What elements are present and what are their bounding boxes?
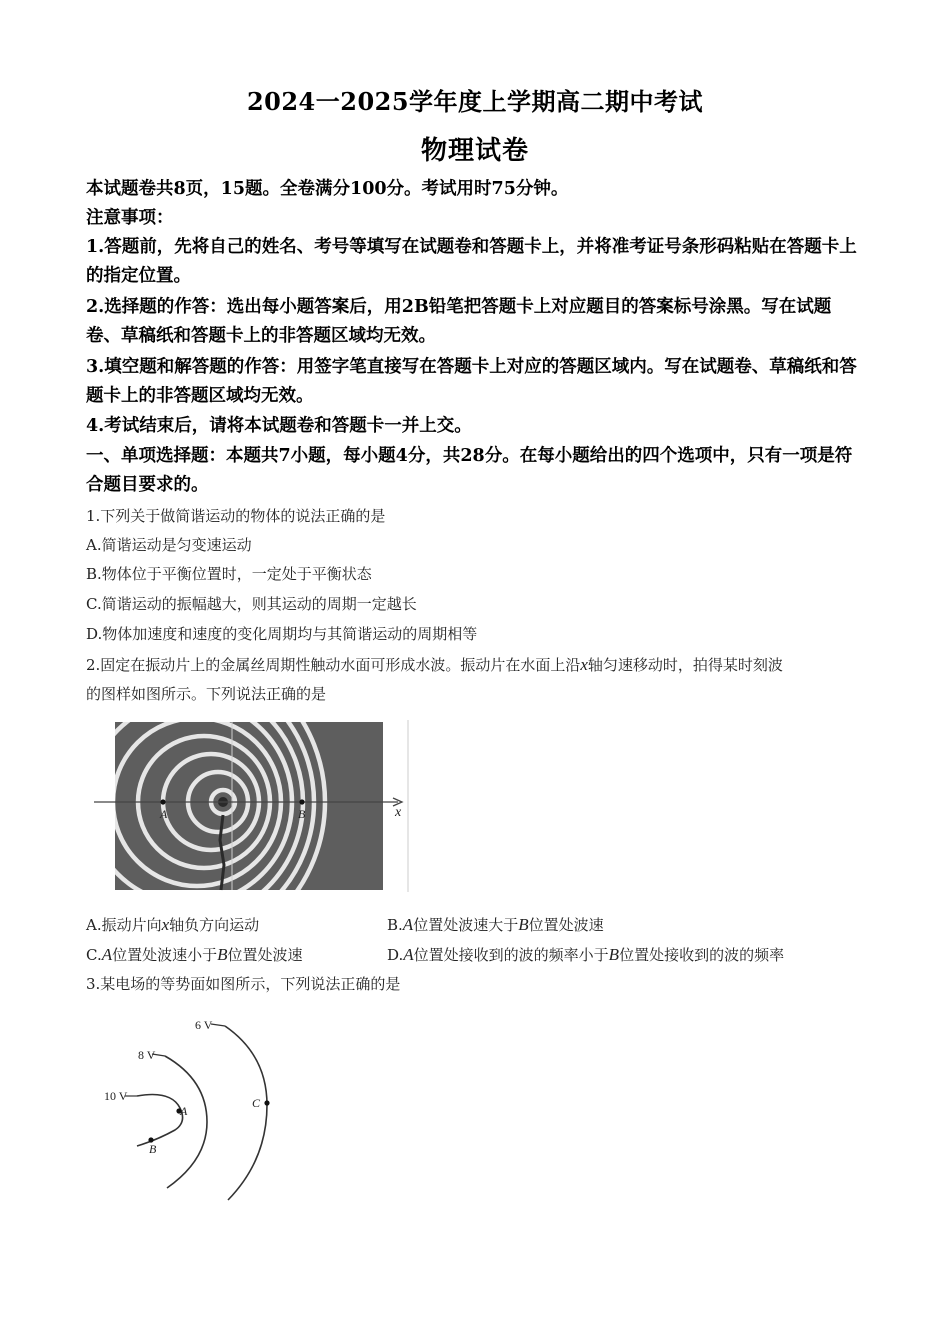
exam-intro: 本试题卷共8页，15题。全卷满分100分。考试用时75分钟。 bbox=[86, 179, 569, 199]
q2-option-a-variable: x bbox=[161, 915, 170, 934]
section-heading: 一、单项选择题：本题共7小题，每小题4分，共28分。在每小题给出的四个选项中，只有一项是符合题目要求的。 bbox=[86, 446, 853, 495]
q2-option-a-text-2: 轴负方向运动 bbox=[169, 916, 260, 934]
point-b-label: B bbox=[298, 807, 306, 821]
q2-stem-variable: x bbox=[580, 655, 588, 674]
question-2-stem-line-2: 的图样如图所示。下列说法正确的是 bbox=[86, 685, 327, 703]
label-6v: 6 V bbox=[195, 1018, 213, 1032]
equipotential-10v-curve bbox=[137, 1095, 183, 1147]
equipotential-6v-curve bbox=[225, 1026, 267, 1200]
q2-option-b-var-2: B bbox=[518, 915, 529, 934]
q2-option-b-text-1: 位置处波速大于 bbox=[413, 916, 519, 934]
q1-option-c: C.简谐运动的振幅越大，则其运动的周期一定越长 bbox=[86, 595, 417, 613]
q2-option-c-var-1: A bbox=[101, 945, 113, 964]
q2-option-d-text-2: 位置处接收到的波的频率 bbox=[619, 946, 785, 964]
q2-option-a bbox=[86, 910, 259, 940]
q1-option-d: D.物体加速度和速度的变化周期均与其简谐运动的周期相等 bbox=[86, 625, 478, 643]
notice-item-4: 4.考试结束后，请将本试题卷和答题卡一并上交。 bbox=[86, 416, 472, 436]
point-b-label: B bbox=[149, 1142, 157, 1156]
q2-option-b-text-2: 位置处波速 bbox=[528, 916, 604, 934]
question-3-stem: 3.某电场的等势面如图所示，下列说法正确的是 bbox=[86, 975, 401, 993]
question-2-stem bbox=[86, 650, 783, 680]
equipotential-figure bbox=[95, 1010, 285, 1210]
point-a-label: A bbox=[180, 1104, 188, 1118]
notice-item-3: 3.填空题和解答题的作答：用签字笔直接写在答题卡上对应的答题区域内。写在试题卷、草稿纸和答题卡上的非答题区域均无效。 bbox=[86, 357, 857, 406]
q2-option-c-prefix: C. bbox=[86, 946, 102, 964]
label-6v-leader bbox=[211, 1024, 225, 1026]
q2-option-d-var-2: B bbox=[608, 945, 620, 964]
notice-item-1: 1.答题前，先将自己的姓名、考号等填写在试题卷和答题卡上，并将准考证号条形码粘贴在答题卡上的指定位置。 bbox=[86, 237, 857, 286]
q2-option-d bbox=[387, 940, 784, 970]
q2-stem-part-1: 2.固定在振动片上的金属丝周期性触动水面可形成水波。振动片在水面上沿 bbox=[86, 656, 581, 674]
question-1-stem: 1.下列关于做简谐运动的物体的说法正确的是 bbox=[86, 507, 386, 525]
q1-option-a: A.简谐运动是匀变速运动 bbox=[86, 536, 252, 554]
point-a-marker bbox=[160, 799, 165, 804]
q2-option-b-var-1: A bbox=[402, 915, 414, 934]
point-b-marker bbox=[299, 799, 304, 804]
q1-option-b: B.物体位于平衡位置时，一定处于平衡状态 bbox=[86, 565, 372, 583]
q2-option-a-text-1: A.振动片向 bbox=[86, 916, 162, 934]
exam-title: 2024一2025学年度上学期高二期中考试 bbox=[246, 87, 704, 116]
x-axis-label: x bbox=[395, 805, 402, 820]
equipotential-8v-curve bbox=[165, 1056, 207, 1188]
point-a-label: A bbox=[160, 807, 168, 821]
q2-option-d-prefix: D. bbox=[387, 946, 404, 964]
q2-option-c-text-2: 位置处波速 bbox=[227, 946, 303, 964]
q2-option-b-prefix: B. bbox=[387, 916, 403, 934]
exam-subtitle: 物理试卷 bbox=[420, 136, 529, 166]
q2-option-b bbox=[387, 910, 604, 940]
q2-option-d-var-1: A bbox=[403, 945, 414, 964]
q2-option-c-var-2: B bbox=[217, 945, 228, 964]
q2-option-c bbox=[86, 940, 303, 970]
label-10v: 10 V bbox=[104, 1089, 128, 1103]
label-8v: 8 V bbox=[138, 1048, 156, 1062]
q2-stem-part-2: 轴匀速移动时，拍得某时刻波 bbox=[587, 656, 783, 674]
point-c-marker bbox=[264, 1100, 269, 1105]
notice-item-2: 2.选择题的作答：选出每小题答案后，用2B铅笔把答题卡上对应题目的答案标号涂黑。写在试题卷、草稿纸和答题卡上的非答题区域均无效。 bbox=[86, 297, 832, 346]
point-c-label: C bbox=[252, 1096, 261, 1110]
wave-pattern-figure bbox=[90, 720, 412, 892]
q2-option-c-text-1: 位置处波速小于 bbox=[112, 946, 218, 964]
q2-option-d-text-1: 位置处接收到的波的频率小于 bbox=[413, 946, 609, 964]
notice-heading: 注意事项： bbox=[86, 208, 174, 228]
